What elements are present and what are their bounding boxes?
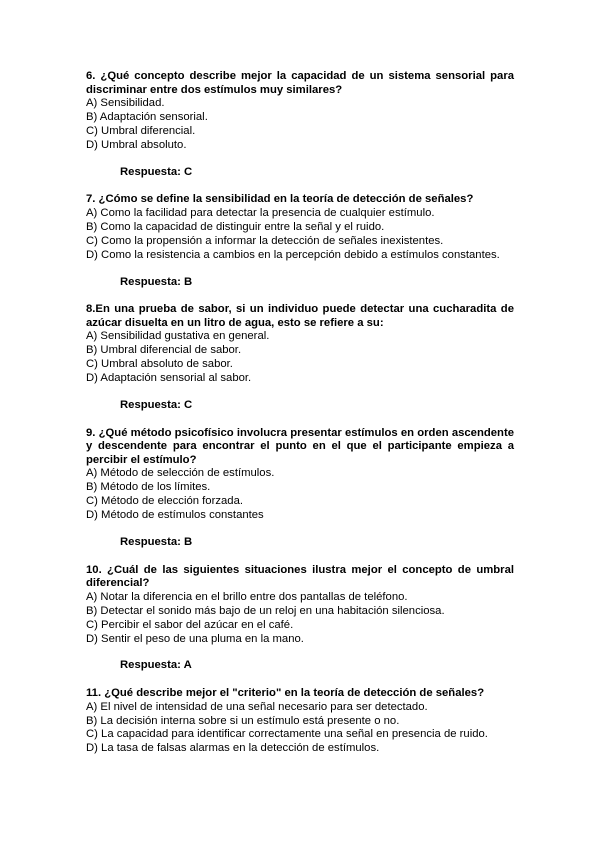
option-d: D) Adaptación sensorial al sabor. (86, 372, 252, 385)
option-b: B) Umbral diferencial de sabor. (86, 344, 242, 357)
options-list (86, 207, 514, 263)
question-10 (86, 564, 514, 673)
document-page (86, 70, 514, 756)
option-c: C) Como la propensión a informar la detección de señales inexistentes. (86, 234, 444, 247)
option-c: C) Percibir el sabor del azúcar en el café. (86, 618, 294, 631)
option-d: D) Umbral absoluto. (86, 138, 187, 151)
question-title: 6. ¿Qué concepto describe mejor la capacidad de un sistema sensorial para discriminar entre dos estímulos muy similares? (86, 70, 514, 96)
option-b: B) Como la capacidad de distinguir entre la señal y el ruido. (86, 220, 385, 233)
question-title: 7. ¿Cómo se define la sensibilidad en la teoría de detección de señales? (86, 193, 474, 206)
question-8 (86, 303, 514, 412)
option-c: C) Umbral diferencial. (86, 125, 196, 137)
option-b: B) Adaptación sensorial. (86, 111, 208, 124)
answer-label: Respuesta: B (120, 275, 193, 288)
option-d: D) Método de estímulos constantes (86, 509, 264, 522)
question-11 (86, 687, 514, 756)
options-list (86, 97, 514, 153)
question-title: 11. ¿Qué describe mejor el "criterio" en la teoría de detección de señales? (86, 687, 485, 700)
option-b: B) La decisión interna sobre si un estímulo está presente o no. (86, 714, 400, 727)
option-a: A) Notar la diferencia en el brillo entre dos pantallas de teléfono. (86, 590, 408, 603)
answer-label: Respuesta: C (120, 165, 193, 178)
option-b: B) Detectar el sonido más bajo de un reloj en una habitación silenciosa. (86, 604, 445, 617)
options-list (86, 701, 514, 757)
answer-label: Respuesta: B (120, 536, 193, 549)
question-6 (86, 70, 514, 179)
options-list (86, 330, 514, 386)
option-d: D) Como la resistencia a cambios en la percepción debido a estímulos constantes. (86, 248, 500, 261)
option-d: D) La tasa de falsas alarmas en la detección de estímulos. (86, 742, 380, 755)
option-a: A) Método de selección de estímulos. (86, 467, 275, 480)
option-b: B) Método de los límites. (86, 481, 211, 494)
question-title: 10. ¿Cuál de las siguientes situaciones ilustra mejor el concepto de umbral diferencial? (86, 563, 514, 590)
answer-label: Respuesta: A (120, 659, 192, 672)
options-list (86, 591, 514, 647)
question-title: 9. ¿Qué método psicofísico involucra presentar estímulos en orden ascendente y descendente para encontrar el punto en el que el participante empieza a percibir el estímulo? (86, 426, 514, 466)
answer-label: Respuesta: C (120, 399, 193, 412)
option-c: C) Umbral absoluto de sabor. (86, 358, 233, 371)
option-a: A) Como la facilidad para detectar la presencia de cualquier estímulo. (86, 207, 435, 219)
option-a: A) El nivel de intensidad de una señal necesario para ser detectado. (86, 700, 428, 713)
options-list (86, 467, 514, 523)
question-9 (86, 427, 514, 550)
option-c: C) Método de elección forzada. (86, 495, 243, 508)
option-a: A) Sensibilidad gustativa en general. (86, 330, 270, 343)
option-a: A) Sensibilidad. (86, 97, 165, 110)
option-c: C) La capacidad para identificar correctamente una señal en presencia de ruido. (86, 728, 488, 741)
option-d: D) Sentir el peso de una pluma en la mano. (86, 632, 304, 645)
question-7 (86, 193, 514, 289)
question-title: 8.En una prueba de sabor, si un individuo puede detectar una cucharadita de azúcar disuelta en un litro de agua, esto se refiere a su: (86, 303, 514, 329)
